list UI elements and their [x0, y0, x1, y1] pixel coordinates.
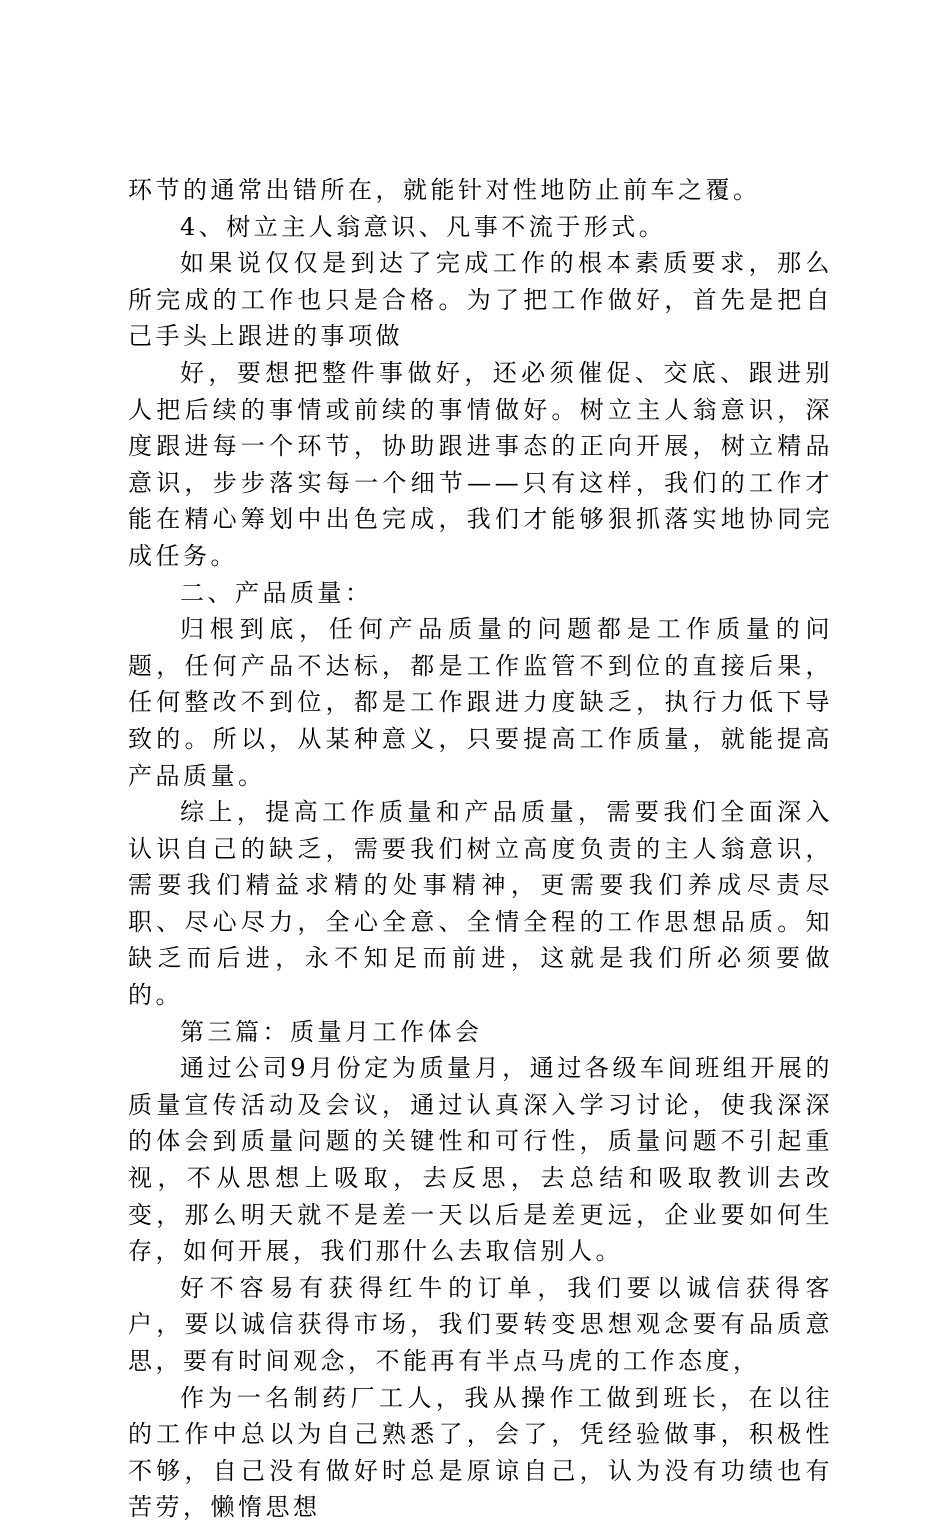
document-body: [128, 172, 833, 1526]
paragraph-9: 通过公司9月份定为质量月，通过各级车间班组开展的质量宣传活动及会议，通过认真深入学习讨论，使我深深的体会到质量问题的关键性和可行性，质量问题不引起重视，不从思想上吸取，去反思，去总结和吸取教训去改变，那么明天就不是差一天以后是差更远，企业要如何生存，如何开展，我们那什么去取信别人。: [128, 1054, 833, 1266]
paragraph-6: 归根到底，任何产品质量的问题都是工作质量的问题，任何产品不达标，都是工作监管不到位的直接后果，任何整改不到位，都是工作跟进力度缺乏，执行力低下导致的。所以，从某种意义，只要提高工作质量，就能提高产品质量。: [128, 615, 833, 790]
paragraph-10: 好不容易有获得红牛的订单，我们要以诚信获得客户，要以诚信获得市场，我们要转变思想观念要有品质意思，要有时间观念，不能再有半点马虎的工作态度，: [128, 1273, 833, 1375]
paragraph-2: 4、树立主人翁意识、凡事不流于形式。: [180, 212, 667, 241]
paragraph-1: 环节的通常出错所在，就能针对性地防止前车之覆。: [128, 176, 761, 204]
section-heading-third-article: 第三篇：质量月工作体会: [180, 1017, 483, 1046]
paragraph-7: 综上，提高工作质量和产品质量，需要我们全面深入认识自己的缺乏，需要我们树立高度负责的主人翁意识，需要我们精益求精的处事精神，更需要我们养成尽责尽职、尽心尽力，全心全意、全情全程的工作思想品质。知缺乏而后进，永不知足而前进，这就是我们所必须要做的。: [128, 798, 833, 1010]
paragraph-4: 好，要想把整件事做好，还必须催促、交底、跟进别人把后续的事情或前续的事情做好。树立主人翁意识，深度跟进每一个环节，协助跟进事态的正向开展，树立精品意识，步步落实每一个细节——只有这样，我们的工作才能在精心筹划中出色完成，我们才能够狠抓落实地协同完成任务。: [128, 358, 833, 570]
section-heading-product-quality: 二、产品质量：: [180, 578, 373, 607]
paragraph-11: 作为一名制药厂工人，我从操作工做到班长，在以往的工作中总以为自己熟悉了，会了，凭经验做事，积极性不够，自己没有做好时总是原谅自己，认为没有功绩也有苦劳，懒惰思想: [128, 1383, 833, 1522]
paragraph-3: 如果说仅仅是到达了完成工作的根本素质要求，那么所完成的工作也只是合格。为了把工作做好，首先是把自己手头上跟进的事项做: [128, 249, 833, 351]
